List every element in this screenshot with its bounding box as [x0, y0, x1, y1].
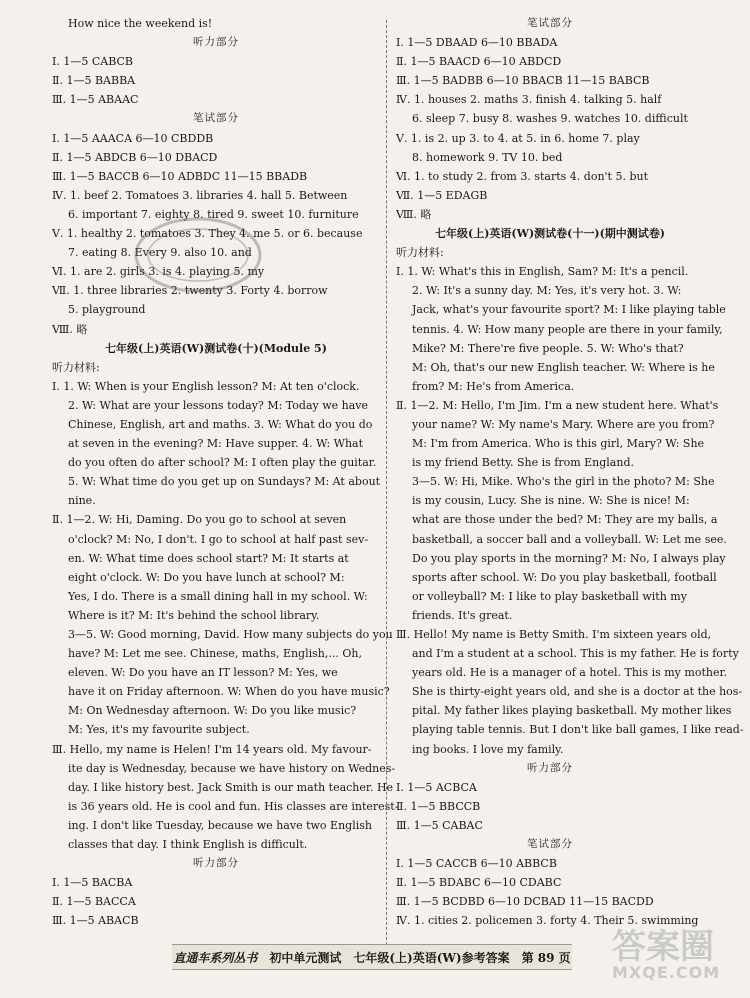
left-line: Ⅰ. 1—5 BACBA [52, 876, 133, 890]
left-line: Ⅱ. 1—2. W: Hi, Daming. Do you go to school at seven [52, 513, 347, 527]
left-line: 2. W: What are your lessons today? M: Today we have [68, 398, 368, 412]
left-line: is 36 years old. He is cool and fun. His classes are interest- [68, 799, 399, 813]
footer-book: 初中单元测试 [269, 950, 342, 965]
column-divider [386, 20, 387, 950]
right-line: Ⅵ. 1. to study 2. from 3. starts 4. don't 5. but [396, 169, 649, 183]
right-column [396, 14, 744, 931]
left-line: Ⅱ. 1—5 BABBA [52, 74, 136, 88]
right-line: Ⅲ. 1—5 CABAC [396, 818, 483, 832]
right-line: Jack, what's your favourite sport? M: I like playing table [412, 303, 726, 317]
right-line: Do you play sports in the morning? M: No, I always play [412, 551, 726, 565]
right-line: Mike? M: There're five people. 5. W: Who's that? [412, 341, 684, 355]
right-line: is my cousin, Lucy. She is nine. W: She is nice! M: [412, 494, 690, 508]
right-line: Ⅰ. 1—5 CACCB 6—10 ABBCB [396, 857, 557, 871]
left-line: Ⅱ. 1—5 BACCA [52, 895, 136, 909]
right-line: from? M: He's from America. [412, 379, 575, 393]
left-line: eleven. W: Do you have an IT lesson? M: Yes, we [68, 666, 338, 680]
left-line: eight o'clock. W: Do you have lunch at school? M: [68, 570, 345, 584]
right-line: M: I'm from America. Who is this girl, Mary? W: She [412, 437, 705, 451]
right-line: friends. It's great. [412, 608, 513, 622]
right-line: 3—5. W: Hi, Mike. Who's the girl in the photo? M: She [412, 475, 715, 489]
right-line: Ⅷ. 略 [396, 207, 432, 221]
right-line: 七年级(上)英语(W)测试卷(十一)(期中测试卷) [435, 227, 665, 241]
left-line: Ⅴ. 1. healthy 2. tomatoes 3. They 4. me 5. or 6. because [52, 227, 363, 241]
left-line: M: On Wednesday afternoon. W: Do you like music? [68, 704, 357, 718]
right-line: M: Oh, that's our new English teacher. W: Where is he [412, 360, 715, 374]
right-line: pital. My father likes playing basketball. My mother likes [412, 704, 732, 718]
left-line: Ⅰ. 1—5 CABCB [52, 55, 133, 69]
left-line: en. W: What time does school start? M: It starts at [68, 551, 349, 565]
page-footer [172, 944, 572, 970]
right-line: your name? W: My name's Mary. Where are you from? [412, 417, 715, 431]
right-line: 听力材料: [396, 246, 444, 260]
left-line: 5. W: What time do you get up on Sundays? M: At about [68, 475, 381, 489]
watermark-url: MXQE.COM [612, 963, 721, 982]
right-line: 2. W: It's a sunny day. M: Yes, it's very hot. 3. W: [412, 284, 682, 298]
right-line: Ⅳ. 1. cities 2. policemen 3. forty 4. Their 5. swimming [396, 914, 699, 928]
left-line: o'clock? M: No, I don't. I go to school at half past sev- [68, 532, 369, 546]
left-line: M: Yes, it's my favourite subject. [68, 723, 250, 737]
right-line: 6. sleep 7. busy 8. washes 9. watches 10. difficult [412, 112, 688, 126]
left-line: ite day is Wednesday, because we have history on Wednes- [68, 761, 396, 775]
left-line: at seven in the evening? M: Have supper. 4. W: What [68, 437, 364, 451]
footer-subject: 七年级(上)英语(W)参考答案 [353, 950, 510, 965]
right-line: years old. He is a manager of a hotel. This is my mother. [412, 666, 727, 680]
left-line: have? M: Let me see. Chinese, maths, English,... Oh, [68, 647, 362, 661]
right-line: Ⅱ. 1—5 BDABC 6—10 CDABC [396, 876, 562, 890]
footer-series: 直通车系列丛书 [173, 950, 258, 965]
left-line: have it on Friday afternoon. W: When do you have music? [68, 685, 390, 699]
right-line: She is thirty-eight years old, and she is a doctor at the hos- [412, 685, 743, 699]
left-line: 听力部分 [193, 857, 239, 870]
right-line: Ⅱ. 1—5 BAACD 6—10 ABDCD [396, 55, 562, 69]
left-line: nine. [68, 494, 96, 508]
right-line: Ⅱ. 1—2. M: Hello, I'm Jim. I'm a new student here. What's [396, 398, 719, 412]
right-line: 笔试部分 [527, 17, 573, 29]
left-line: Ⅵ. 1. are 2. girls 3. is 4. playing 5. my [52, 265, 265, 279]
left-line: 七年级(上)英语(W)测试卷(十)(Module 5) [105, 341, 327, 355]
left-line: 3—5. W: Good morning, David. How many subjects do you [68, 628, 393, 641]
right-line: ing books. I love my family. [412, 742, 564, 756]
left-line: Where is it? M: It's behind the school library. [68, 608, 320, 622]
circular-stamp-icon [128, 210, 268, 300]
left-line: Chinese, English, art and maths. 3. W: What do you do [68, 417, 373, 431]
right-line: is my friend Betty. She is from England. [412, 456, 634, 470]
left-line: Ⅲ. Hello, my name is Helen! I'm 14 years old. My favour- [52, 742, 372, 756]
left-line: 5. playground [68, 303, 146, 317]
right-line: Ⅴ. 1. is 2. up 3. to 4. at 5. in 6. home 7. play [396, 131, 640, 145]
footer-page-number: 第 89 页 [521, 950, 571, 965]
right-line: 听力部分 [527, 761, 573, 774]
left-line: do you often do after school? M: I often play the guitar. [68, 456, 377, 470]
left-line: day. I like history best. Jack Smith is our math teacher. He [68, 780, 394, 794]
right-line: Ⅳ. 1. houses 2. maths 3. finish 4. talking 5. half [396, 93, 662, 107]
left-line: 7. eating 8. Every 9. also 10. and [68, 246, 252, 260]
right-line: and I'm a student at a school. This is my father. He is forty [412, 647, 739, 661]
left-line: 6. important 7. eighty 8. tired 9. sweet 10. furniture [68, 207, 359, 221]
left-line: Ⅱ. 1—5 ABDCB 6—10 DBACD [52, 150, 218, 164]
right-line: Ⅰ. 1. W: What's this in English, Sam? M: It's a pencil. [396, 265, 689, 279]
right-line: 8. homework 9. TV 10. bed [412, 150, 563, 164]
right-line: Ⅱ. 1—5 BBCCB [396, 799, 481, 813]
right-line: sports after school. W: Do you play basketball, football [412, 570, 717, 584]
watermark-title: 答案圈 [612, 927, 714, 967]
left-line: 笔试部分 [193, 112, 239, 125]
left-line: Ⅲ. 1—5 ABAAC [52, 93, 139, 107]
watermark-logo [612, 927, 721, 982]
right-line: 笔试部分 [527, 838, 573, 851]
right-line: or volleyball? M: I like to play basketball with my [412, 589, 687, 603]
left-line: Ⅶ. 1. three libraries 2. twenty 3. Forty 4. borrow [52, 284, 328, 298]
right-line: Ⅶ. 1—5 EDAGB [396, 188, 488, 202]
left-line: How nice the weekend is! [68, 17, 213, 30]
right-line: basketball, a soccer ball and a volleyball. W: Let me see. [412, 532, 727, 546]
right-line: playing table tennis. But I don't like ball games, I like read- [412, 723, 744, 737]
left-line: 听力材料: [52, 360, 100, 374]
left-line: Ⅲ. 1—5 BACCB 6—10 ADBDC 11—15 BBADB [52, 169, 308, 183]
right-line: tennis. 4. W: How many people are there in your family, [412, 322, 723, 336]
left-line: classes that day. I think English is difficult. [68, 838, 308, 852]
left-line: Ⅷ. 略 [52, 322, 88, 336]
left-line: Ⅳ. 1. beef 2. Tomatoes 3. libraries 4. hall 5. Between [52, 188, 348, 202]
left-line: Ⅰ. 1—5 AAACA 6—10 CBDDB [52, 131, 214, 145]
left-line: Ⅰ. 1. W: When is your English lesson? M: At ten o'clock. [52, 379, 360, 393]
left-line: ing. I don't like Tuesday, because we have two English [68, 818, 372, 832]
right-line: Ⅰ. 1—5 DBAAD 6—10 BBADA [396, 36, 558, 50]
right-line: what are those under the bed? M: They are my balls, a [412, 513, 718, 527]
left-column [52, 14, 399, 931]
right-line: Ⅰ. 1—5 ACBCA [396, 780, 477, 794]
left-line: Ⅲ. 1—5 ABACB [52, 914, 139, 928]
left-line: Yes, I do. There is a small dining hall in my school. W: [68, 589, 368, 603]
right-line: Ⅲ. Hello! My name is Betty Smith. I'm sixteen years old, [396, 628, 712, 641]
right-line: Ⅲ. 1—5 BADBB 6—10 BBACB 11—15 BABCB [396, 74, 650, 88]
right-line: Ⅲ. 1—5 BCDBD 6—10 DCBAD 11—15 BACDD [396, 895, 654, 909]
left-line: 听力部分 [193, 36, 239, 49]
